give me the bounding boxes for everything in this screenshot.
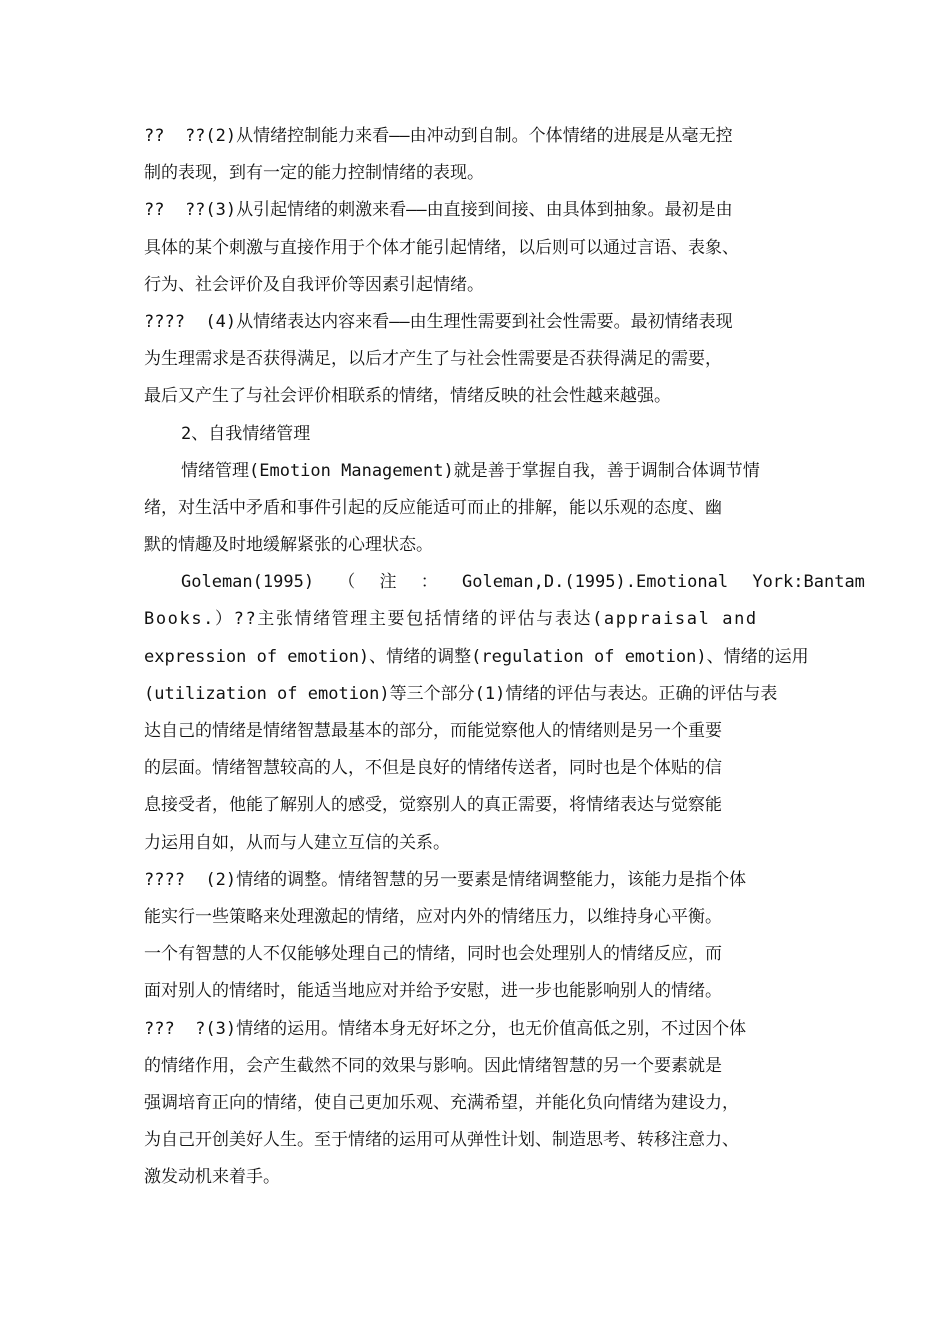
section-title: 2、自我情绪管理 (181, 423, 311, 444)
text-line: ???? (2)情绪的调整。情绪智慧的另一要素是情绪调整能力，该能力是指个体 (144, 869, 747, 890)
text-line: (utilization of emotion)等三个部分(1)情绪的评估与表达。正确的评估与表 (144, 683, 778, 704)
text-line: expression of emotion)、情绪的调整(regulation of emotion)、情绪的运用 (144, 646, 809, 667)
text-line: 具体的某个刺激与直接作用于个体才能引起情绪，以后则可以通过言语、表象、 (144, 237, 739, 258)
paragraph-emotion-control (144, 118, 816, 192)
paragraph-emotion-management (144, 453, 816, 565)
text-line: 为自己开创美好人生。至于情绪的运用可从弹性计划、制造思考、转移注意力、 (144, 1130, 739, 1151)
text-line: 绪，对生活中矛盾和事件引起的反应能适可而止的排解，能以乐观的态度、幽 (144, 497, 722, 518)
paragraph-emotion-stimulus (144, 192, 816, 304)
text-line: 达自己的情绪是情绪智慧最基本的部分，而能觉察他人的情绪则是另一个重要 (144, 721, 722, 741)
document-body (144, 118, 865, 1196)
paragraph-emotion-utilization (144, 1011, 816, 1197)
text-line: 面对别人的情绪时，能适当地应对并给予安慰，进一步也能影响别人的情绪。 (144, 981, 722, 1002)
text-line: 一个有智慧的人不仅能够处理自己的情绪，同时也会处理别人的情绪反应，而 (144, 944, 722, 965)
text-line: 制的表现，到有一定的能力控制情绪的表现。 (144, 163, 484, 184)
text-line: ?? ??(3)从引起情绪的刺激来看——由直接到间接、由具体到抽象。最初是由 (144, 200, 733, 221)
text-line: ???? (4)从情绪表达内容来看——由生理性需要到社会性需要。最初情绪表现 (144, 311, 733, 332)
text-line: 情绪管理(Emotion Management)就是善于掌握自我，善于调制合体调节情 (181, 460, 760, 481)
text-line: 默的情趣及时地缓解紧张的心理状态。 (144, 535, 433, 556)
paragraph-emotion-regulation (144, 862, 816, 1011)
text-line: 息接受者，他能了解别人的感受，觉察别人的真正需要，将情绪表达与觉察能 (144, 795, 722, 816)
text-line: 的层面。情绪智慧较高的人，不但是良好的情绪传送者，同时也是个体贴的信 (144, 758, 722, 779)
paragraph-emotion-expression (144, 304, 816, 416)
text-line: 能实行一些策略来处理激起的情绪，应对内外的情绪压力，以维持身心平衡。 (144, 906, 722, 927)
text-line: ??? ?(3)情绪的运用。情绪本身无好坏之分，也无价值高低之别，不过因个体 (144, 1018, 747, 1039)
text-line: 为生理需求是否获得满足，以后才产生了与社会性需要是否获得满足的需要， (144, 349, 722, 370)
text-line: 最后又产生了与社会评价相联系的情绪，情绪反映的社会性越来越强。 (144, 386, 671, 407)
text-line: 力运用自如，从而与人建立互信的关系。 (144, 832, 450, 853)
text-line: 的情绪作用，会产生截然不同的效果与影响。因此情绪智慧的另一个要素就是 (144, 1055, 722, 1076)
text-line: 强调培育正向的情绪，使自己更加乐观、充满希望，并能化负向情绪为建设力， (144, 1092, 739, 1113)
text-line: Goleman(1995) （ 注 ： Goleman,D.(1995).Emotional York:Bantam (181, 572, 865, 593)
text-line: ?? ??(2)从情绪控制能力来看——由冲动到自制。个体情绪的进展是从毫无控 (144, 126, 733, 146)
text-line: 激发动机来着手。 (144, 1167, 280, 1188)
text-line: 行为、社会评价及自我评价等因素引起情绪。 (144, 274, 484, 295)
paragraph-goleman (144, 564, 865, 862)
section-heading (144, 416, 816, 453)
text-line: Books.）??主张情绪管理主要包括情绪的评估与表达(appraisal and (144, 609, 758, 630)
